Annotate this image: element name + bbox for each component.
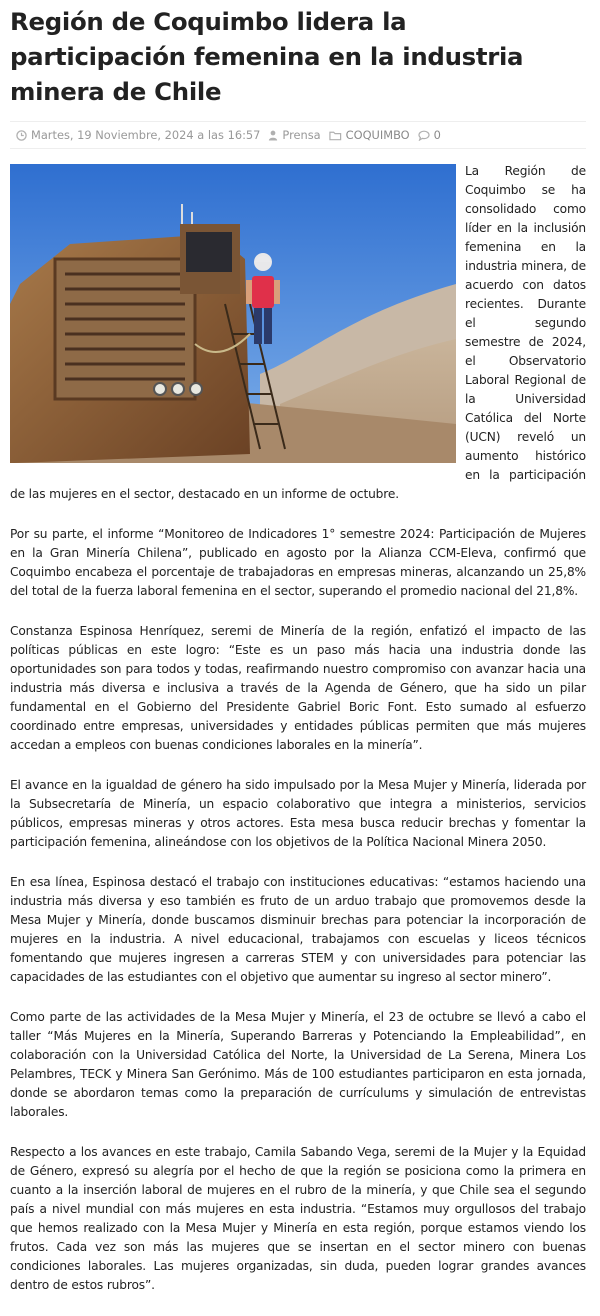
article-photo xyxy=(10,164,456,463)
meta-category-link[interactable]: COQUIMBO xyxy=(345,128,410,142)
meta-date xyxy=(16,128,260,142)
article-body xyxy=(10,162,586,1295)
meta-category[interactable] xyxy=(329,128,410,142)
article-meta xyxy=(10,121,586,149)
clock-icon xyxy=(16,130,27,141)
paragraph-1: La Región de Coquimbo se ha consolidado como líder en la inclusión femenina en la industria minera, de acuerdo con datos recientes. Durante el segundo semestre de 2024, el Observatorio Laboral Regional de la Universidad Católica del Norte (UCN) reveló un aumento histórico en la participación de las mujeres en el sector, destacado en un informe de octubre. xyxy=(10,164,586,501)
comment-icon xyxy=(418,130,430,141)
meta-comments-count[interactable]: 0 xyxy=(433,128,441,142)
article-title: Región de Coquimbo lidera la participación femenina en la industria minera de Chile xyxy=(10,7,524,106)
folder-icon xyxy=(329,130,342,141)
paragraph-7: Respecto a los avances en este trabajo, Camila Sabando Vega, seremi de la Mujer y la Equidad de Género, expresó su alegría por el hecho de que la región se posiciona como la primera en cuanto a la inserción laboral de mujeres en el rubro de la minería, y que Chile sea el segundo país a nivel mundial con más mujeres en esta industria. “Estamos muy orgullosos del trabajo que hemos realizado con la Mesa Mujer y Minería en esta región, porque estamos viendo los frutos. Cada vez son más las mujeres que se insertan en el sector minero con buenas condiciones laborales. Las mujeres organizadas, sin duda, pueden lograr grandes avances dentro de estos rubros”. xyxy=(10,1145,586,1292)
meta-date-text: Martes, 19 Noviembre, 2024 a las 16:57 xyxy=(31,128,261,142)
meta-author[interactable] xyxy=(268,128,320,142)
article xyxy=(10,0,586,1316)
paragraph-4: El avance en la igualdad de género ha sido impulsado por la Mesa Mujer y Minería, liderada por la Subsecretaría de Minería, un espacio colaborativo que integra a ministerios, servicios públicos, empresas mineras y otros actores. Esta mesa busca reducir brechas y fomentar la participación femenina, alineándose con los objetivos de la Política Nacional Minera 2050. xyxy=(10,778,586,849)
meta-comments[interactable] xyxy=(418,128,441,142)
paragraph-2: Por su parte, el informe “Monitoreo de Indicadores 1° semestre 2024: Participación de Mujeres en la Gran Minería Chilena”, publicado en agosto por la Alianza CCM-Eleva, confirmó que Coquimbo encabeza el porcentaje de trabajadoras en empresas mineras, alcanzando un 25,8% del total de la fuerza laboral femenina en el sector, superando el promedio nacional del 21,8%. xyxy=(10,527,586,598)
meta-author-text: Prensa xyxy=(282,128,321,142)
paragraph-6: Como parte de las actividades de la Mesa Mujer y Minería, el 23 de octubre se llevó a cabo el taller “Más Mujeres en la Minería, Superando Barreras y Potenciando la Empleabilidad”, en colaboración con la Universidad Católica del Norte, la Universidad de La Serena, Minera Los Pelambres, TECK y Minera San Gerónimo. Más de 100 estudiantes participaron en esta jornada, donde se abordaron temas como la preparación de currículums y simulación de entrevistas laborales. xyxy=(10,1010,586,1119)
user-icon xyxy=(268,130,278,141)
paragraph-5: En esa línea, Espinosa destacó el trabajo con instituciones educativas: “estamos haciendo una industria más diversa y eso también es fruto de un arduo trabajo que promovemos desde la Mesa Mujer y Minería, donde buscamos disminuir brechas para potenciar la incorporación de mujeres en la industria. A nivel educacional, trabajamos con escuelas y liceos técnicos fomentando que mujeres ingresen a carreras STEM y con universidades para potenciar las capacidades de las estudiantes con el objetivo que aumentar su ingreso al sector minero”. xyxy=(10,875,586,984)
paragraph-3: Constanza Espinosa Henríquez, seremi de Minería de la región, enfatizó el impacto de las políticas públicas en este logro: “Este es un paso más hacia una industria donde las oportunidades son para todos y todas, reafirmando nuestro compromiso con avanzar hacia una industria más diversa e inclusiva a través de la Agenda de Género, que ha sido un pilar fundamental en el Gobierno del Presidente Gabriel Boric Font. Esto sumado al esfuerzo coordinado entre empresas, universidades y entidades públicas permiten que más mujeres accedan a empleos con buenas condiciones laborales en la minería”. xyxy=(10,624,586,752)
